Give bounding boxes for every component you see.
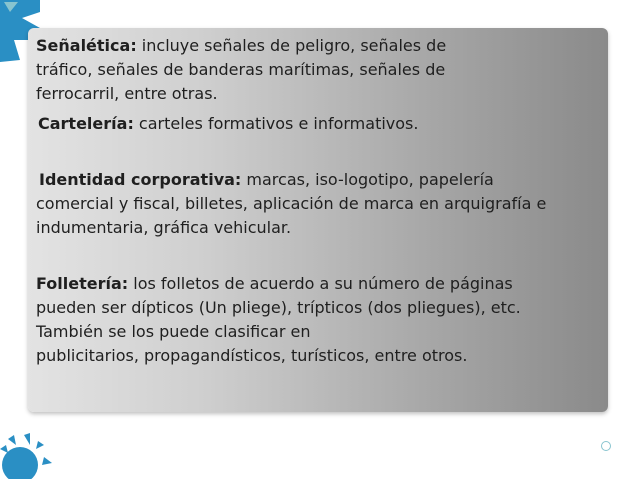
paragraph-carteleria <box>38 112 608 136</box>
paragraph-line: tráfico, señales de banderas marítimas, señales de <box>36 60 446 79</box>
paragraph-line <box>36 168 606 192</box>
paragraph-line: También se los puede clasificar en <box>36 322 311 341</box>
slide-indicator-dot <box>601 441 611 451</box>
term-carteleria: Cartelería: <box>38 114 134 133</box>
paragraph-line: indumentaria, gráfica vehicular. <box>36 218 292 237</box>
line-text: incluye señales de peligro, señales de <box>136 36 447 55</box>
paragraph-folleteria <box>36 272 606 368</box>
line-text: los folletos de acuerdo a su número de páginas <box>128 274 513 293</box>
paragraph-line <box>38 112 608 136</box>
paragraph-identidad <box>36 168 606 240</box>
line-text: marcas, iso-logotipo, papelería <box>241 170 494 189</box>
paragraph-line <box>36 34 606 58</box>
line-text: carteles formativos e informativos. <box>133 114 419 133</box>
paragraph-line: comercial y fiscal, billetes, aplicación de marca en arquigrafía e <box>36 194 547 213</box>
paragraph-line: ferrocarril, entre otras. <box>36 84 218 103</box>
paragraph-senaletica <box>36 34 606 106</box>
term-senaletica: Señalética: <box>36 36 137 55</box>
term-folleteria: Folletería: <box>36 274 129 293</box>
paragraph-line: pueden ser dípticos (Un pliege), trípticos (dos pliegues), etc. <box>36 298 521 317</box>
paragraph-line <box>36 272 606 296</box>
term-identidad: Identidad corporativa: <box>39 170 242 189</box>
paragraph-line: publicitarios, propagandísticos, turísticos, entre otros. <box>36 346 468 365</box>
sun-icon <box>0 405 80 479</box>
